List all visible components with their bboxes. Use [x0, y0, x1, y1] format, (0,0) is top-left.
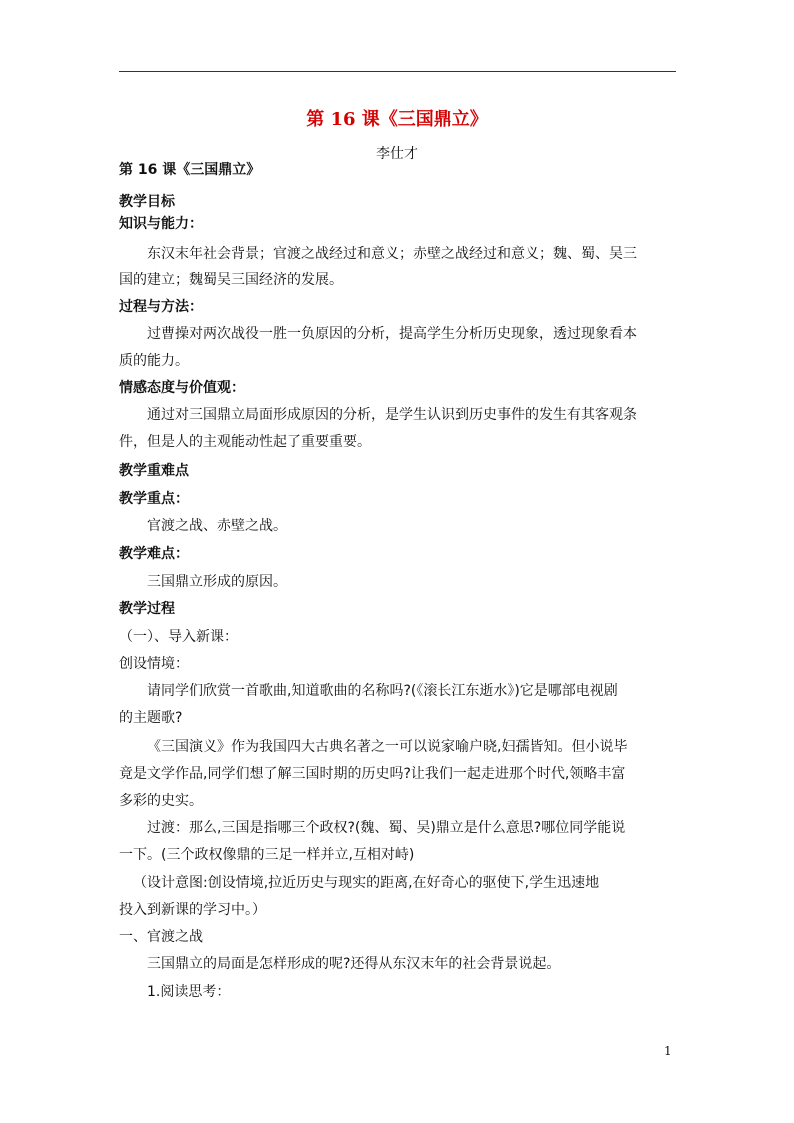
- heading-process: 过程与方法：: [119, 299, 203, 315]
- page-number: 1: [664, 1044, 672, 1058]
- lesson-subtitle: 第 16 课《三国鼎立》: [119, 162, 261, 178]
- scenario-label: 创设情境：: [119, 656, 189, 672]
- paragraph-line: 东汉末年社会背景；官渡之战经过和意义；赤壁之战经过和意义；魏、蜀、吴三: [147, 246, 637, 262]
- heading-keypoints: 教学重难点: [119, 463, 189, 479]
- paragraph-line: 国的建立；魏蜀吴三国经济的发展。: [119, 272, 343, 288]
- lesson-title: 第 16 课《三国鼎立》: [306, 109, 488, 130]
- reading-label: 1.阅读思考：: [147, 984, 231, 1000]
- heading-emotion: 情感态度与价值观：: [119, 380, 245, 396]
- author-name: 李仕才: [376, 146, 418, 162]
- heading-knowledge: 知识与能力：: [119, 216, 203, 232]
- paragraph-line: 《三国演义》作为我国四大古典名著之一可以说家喻户晓,妇孺皆知。但小说毕: [147, 739, 628, 755]
- paragraph-line: 投入到新课的学习中。）: [119, 902, 266, 918]
- paragraph-line: （设计意图:创设情境,拉近历史与现实的距离,在好奇心的驱使下,学生迅速地: [133, 875, 600, 891]
- paragraph-line: 三国鼎立的局面是怎样形成的呢?还得从东汉末年的社会背景说起。: [147, 956, 561, 972]
- paragraph-line: 请同学们欣赏一首歌曲,知道歌曲的名称吗?(《滚长江东逝水》)它是哪部电视剧: [147, 683, 618, 699]
- paragraph-line: 通过对三国鼎立局面形成原因的分析，是学生认识到历史事件的发生有其客观条: [147, 407, 637, 423]
- heading-difficulty: 教学难点：: [119, 546, 189, 562]
- paragraph-line: 过渡：那么,三国是指哪三个政权?(魏、蜀、吴)鼎立是什么意思?哪位同学能说: [147, 820, 626, 836]
- paragraph-line: 官渡之战、赤壁之战。: [147, 518, 287, 534]
- paragraph-line: 过曹操对两次战役一胜一负原因的分析，提高学生分析历史现象，透过现象看本: [147, 326, 637, 342]
- heading-goals: 教学目标: [119, 194, 175, 210]
- heading-teaching-process: 教学过程: [119, 601, 175, 617]
- intro-heading: （一）、导入新课：: [119, 629, 238, 645]
- section-heading-guandu: 一、官渡之战: [119, 929, 203, 945]
- heading-focus: 教学重点：: [119, 491, 189, 507]
- header-rule: [119, 71, 676, 72]
- paragraph-line: 质的能力。: [119, 353, 189, 369]
- paragraph-line: 多彩的史实。: [119, 793, 203, 809]
- paragraph-line: 三国鼎立形成的原因。: [147, 574, 287, 590]
- paragraph-line: 竟是文学作品,同学们想了解三国时期的历史吗?让我们一起走进那个时代,领略丰富: [119, 766, 626, 782]
- paragraph-line: 的主题歌?: [119, 710, 183, 726]
- paragraph-line: 件，但是人的主观能动性起了重要重要。: [119, 434, 371, 450]
- paragraph-line: 一下。(三个政权像鼎的三足一样并立,互相对峙): [119, 847, 415, 863]
